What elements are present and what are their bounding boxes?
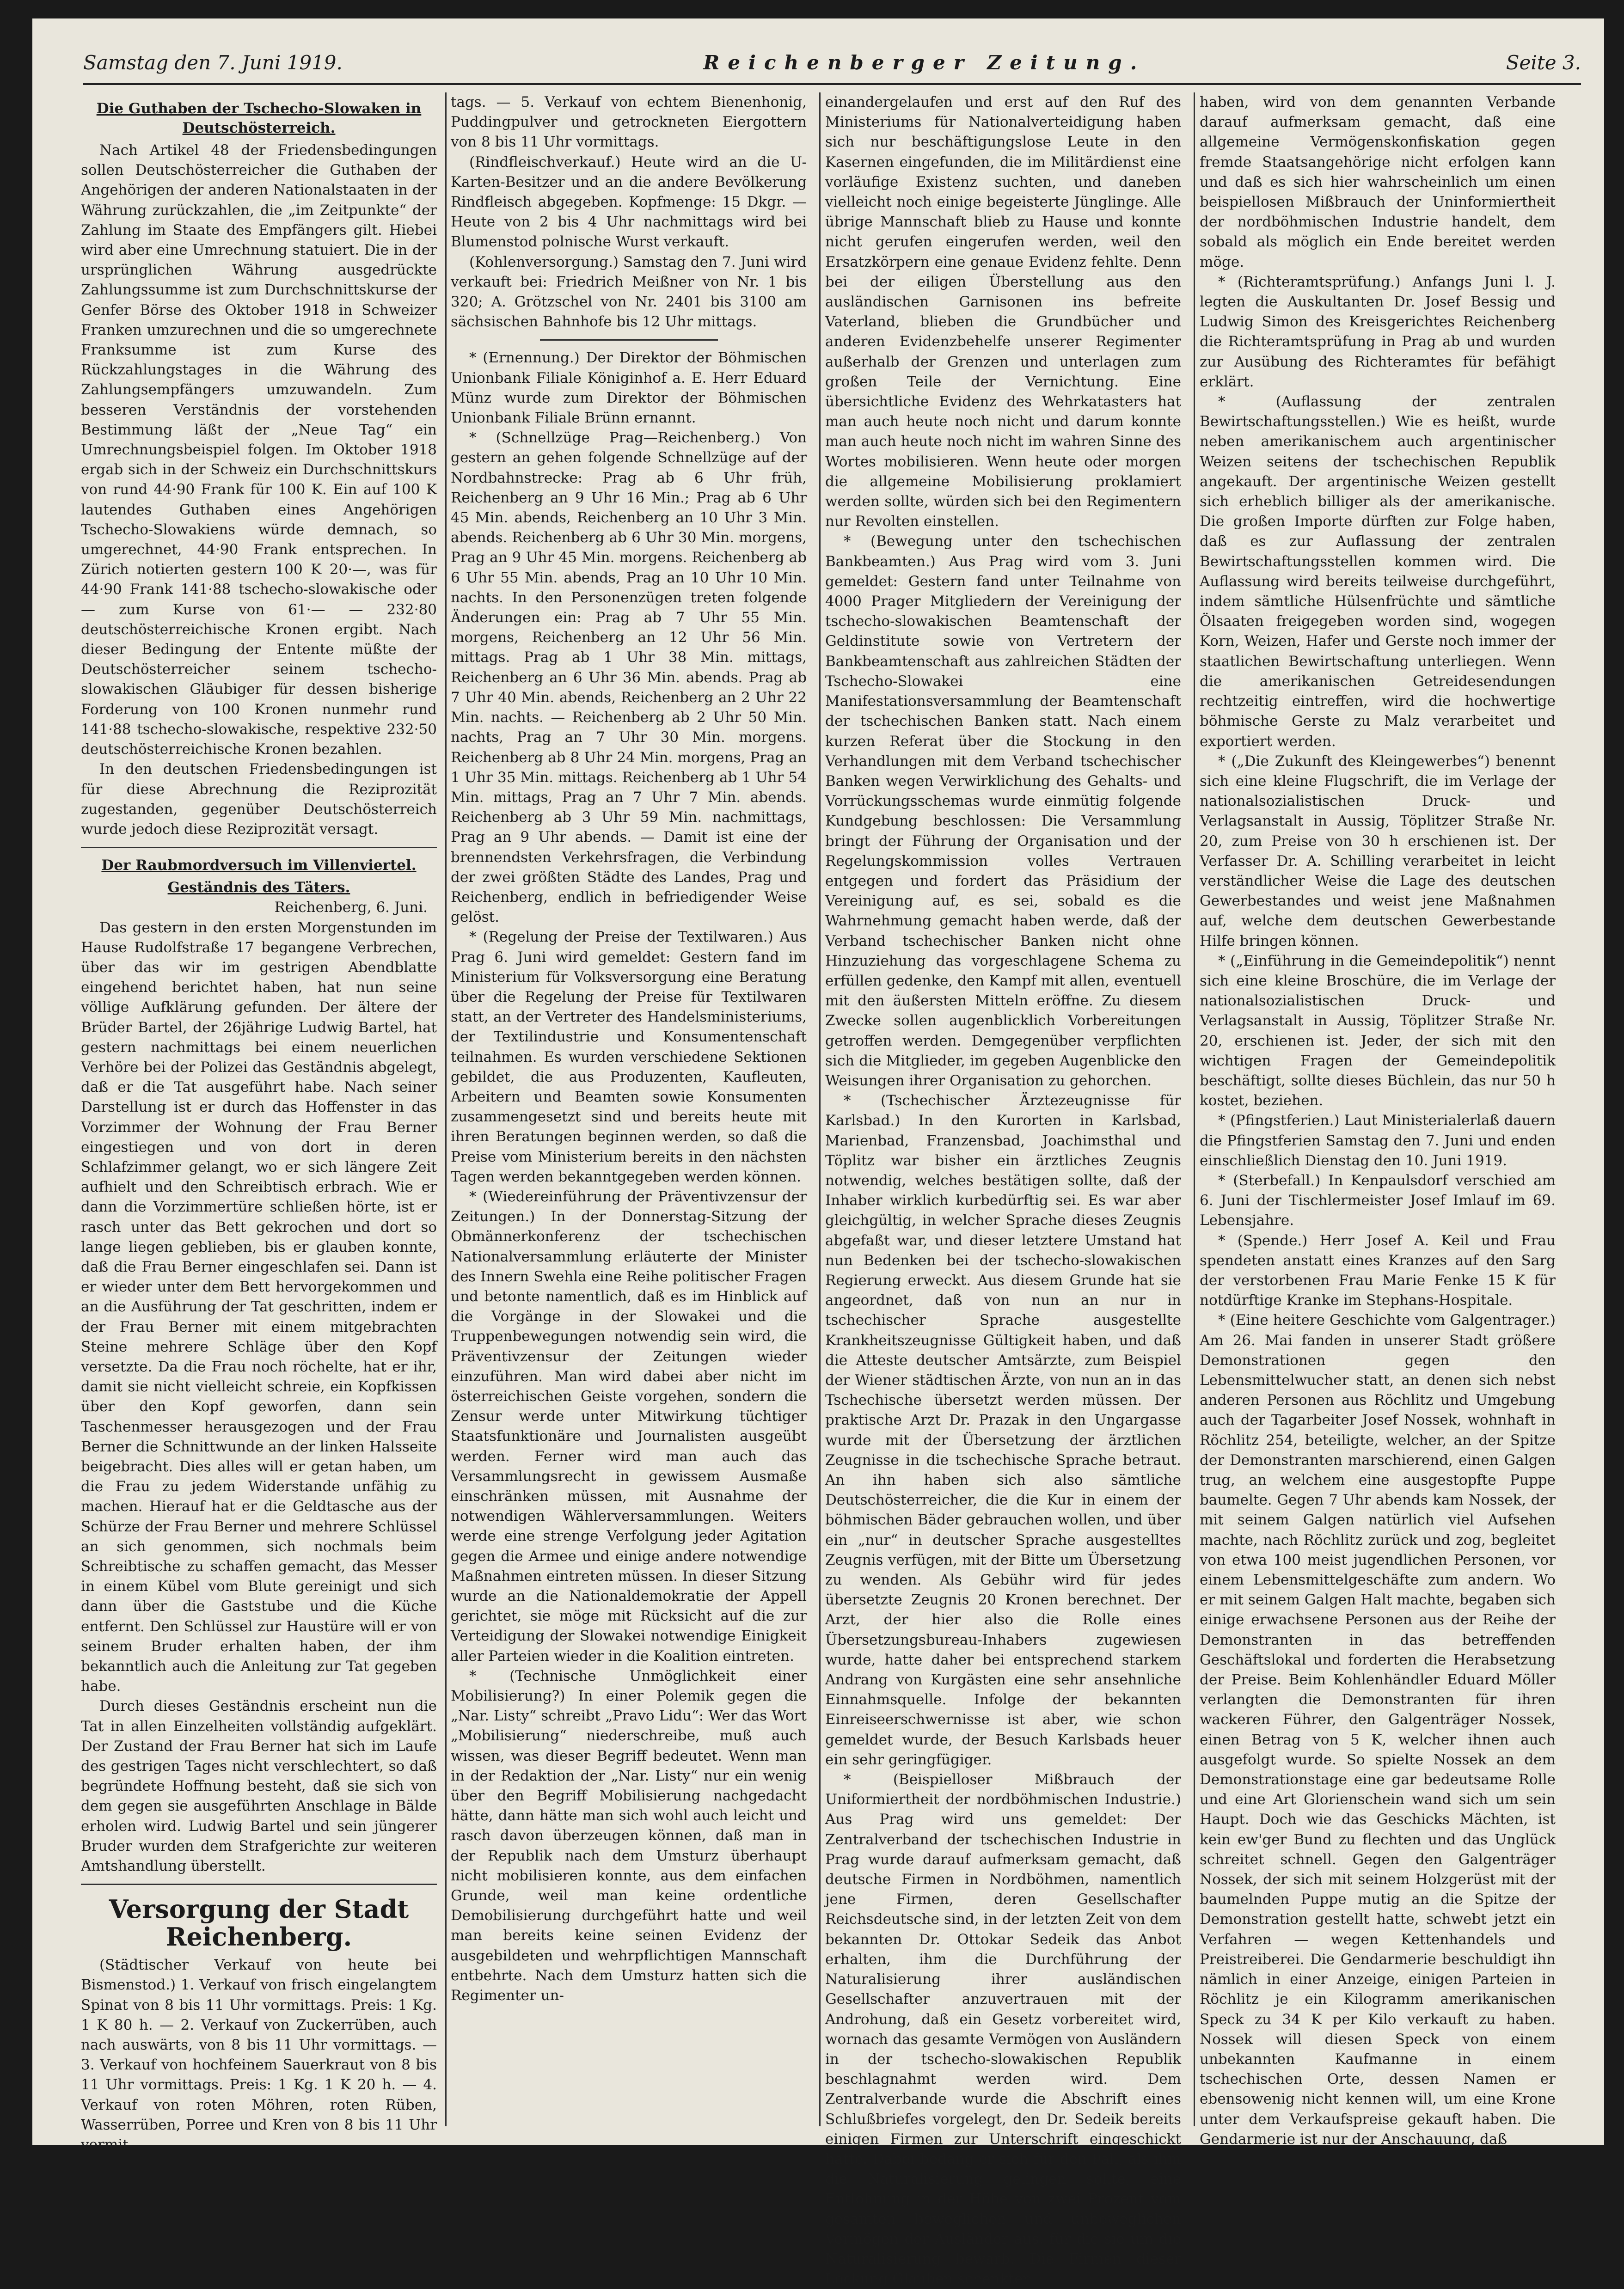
- article-paragraph: * („Die Zukunft des Kleingewerbes“) benennt sich eine kleine Flugschrift, die im Verlage der nationalsozialistischen Druck- und Verlagsanstalt in Aussig, Töplitzer Straße Nr. 20, zum Preise von 30 h erschienen ist. Der Verfasser Dr. A. Schilling verarbeitet in leicht verständlicher Weise die Lage des deutschen Gewerbestandes und weist jene Maßnahmen auf, welche dem deutschen Gewerbestande Hilfe bringen können.: [1200, 753, 1556, 949]
- column-rule: [819, 92, 821, 2126]
- article-paragraph: * (Pfingstferien.) Laut Ministerialerlaß dauern die Pfingstferien Samstag den 7. Juni und enden einschließlich Dienstag den 10. Juni 1919.: [1200, 1112, 1556, 1169]
- newspaper-title: Reichenberger Zeitung.: [703, 51, 1146, 74]
- article-heading: Die Guthaben der Tschecho-Slowaken in Deutschösterreich.: [96, 100, 422, 136]
- article-paragraph: * (Auflassung der zentralen Bewirtschaftungsstellen.) Wie es heißt, wurde neben amerikanischem auch argentinischer Weizen seitens der tschechischen Republik angekauft. Der argentinische Weizen gestellt sich erheblich billiger als der amerikanische. Die großen Importe dürften zur Folge haben, daß es zur Auflassung der zentralen Bewirtschaftungsstellen kommen wird. Die Auflassung wird bereits teilweise durchgeführt, indem sämtliche Hülsenfrüchte und sämtliche Ölsaaten freigegeben worden sind, wogegen Korn, Weizen, Hafer und Gerste noch immer der staatlichen Bewirtschaftung unterliegen. Wenn die amerikanischen Getreidesendungen rechtzeitig eintreffen, wird die hochwertige böhmische Gerste zu Malz verarbeitet und exportiert werden.: [1200, 393, 1556, 750]
- column-3: [825, 92, 1181, 2288]
- article-paragraph: Durch dieses Geständnis erscheint nun die Tat in allen Einzelheiten vollständig aufgeklärt. Der Zustand der Frau Berner hat sich im Laufe des gestrigen Tages nicht verschlechtert, so daß begründete Hoffnung besteht, daß sie sich von dem gegen sie ausgeführten Anschlage in Bälde erholen wird. Ludwig Bartel und sein jüngerer Bruder wurden dem Strafgerichte zur weiteren Amtshandlung überstellt.: [81, 1698, 437, 1875]
- article-paragraph: * (Beispielloser Mißbrauch der Uniformiertheit der nordböhmischen Industrie.) Aus Prag wird uns gemeldet: Der Zentralverband der tschechischen Industrie in Prag wurde darauf aufmerksam gemacht, daß deutsche Firmen in Nordböhmen, namentlich jene Firmen, deren Gesellschafter Reichsdeutsche sind, in der letzten Zeit von dem bekannten Dr. Ottokar Sedeik das Anbot erhalten, ihm die Durchführung der Naturalisierung ihrer ausländischen Gesellschafter anzuvertrauen mit der Androhung, daß ein Gesetz vorbereitet wird, wornach das gesamte Vermögen von Ausländern in der tschecho-slowakischen Republik beschlagnahmt werden wird. Dem Zentralverbande wurde die Abschrift eines Schlußbriefes vorgelegt, den Dr. Sedeik bereits einigen Firmen zur Unterschrift eingeschickt hatte. Dabei bedang er sich für den Fall, als ihm die Naturalisierung gelingen sollte, eine Entlohnung in der Höhe von zwei Prozent vom gesamten beweglichen und unbeweglichen Vermögen der Ausländer aus, für die sie um die Naturalisierung bewarb. Die Firmen dieser Lockung Glauben schenkten: [825, 1771, 1181, 2288]
- article-paragraph: * (Richteramtsprüfung.) Anfangs Juni l. J. legten die Auskultanten Dr. Josef Bessig und Ludwig Simon des Kreisgerichtes Reichenberg die Richteramtsprüfung in Prag ab und wurden zur Ausübung des Richteramtes für befähigt erklärt.: [1200, 273, 1556, 390]
- article-subheading: Geständnis des Täters.: [167, 879, 350, 896]
- article-paragraph: * (Schnellzüge Prag—Reichenberg.) Von gestern an gehen folgende Schnellzüge auf der Nordbahnstrecke: Prag ab 6 Uhr früh, Reichenberg an 9 Uhr 16 Min.; Prag ab 6 Uhr 45 Min. abends, Reichenberg an 10 Uhr 3 Min. abends. Reichenberg ab 6 Uhr 30 Min. morgens, Prag an 9 Uhr 45 Min. morgens. Reichenberg ab 6 Uhr 55 Min. abends, Prag an 10 Uhr 10 Min. nachts. In den Personenzügen treten folgende Änderungen ein: Prag ab 7 Uhr 55 Min. morgens, Reichenberg an 12 Uhr 56 Min. mittags. Prag ab 1 Uhr 38 Min. mittags, Reichenberg an 6 Uhr 36 Min. abends. Prag ab 7 Uhr 40 Min. abends, Reichenberg an 2 Uhr 22 Min. nachts. — Reichenberg ab 2 Uhr 50 Min. nachts, Prag an 7 Uhr 30 Min. morgens. Reichenberg ab 8 Uhr 24 Min. morgens, Prag an 1 Uhr 35 Min. mittags. Reichenberg ab 1 Uhr 54 Min. mittags, Prag an 7 Uhr 7 Min. abends. Reichenberg ab 3 Uhr 59 Min. nachmittags, Prag an 9 Uhr abends. — Damit ist eine der brennendsten Verkehrsfragen, die Verbindung der zwei größten Städte des Landes, Prag und Reichenberg, endlich in befriedigender Weise gelöst.: [451, 429, 807, 926]
- article-paragraph: * (Technische Unmöglichkeit einer Mobilisierung?) In einer Polemik gegen die „Nar. Listy“ schreibt „Pravo Lidu“: Wer das Wort „Mobilisierung“ niederschreibe, muß auch wissen, was dieser Begriff bedeutet. Wenn man in der Redaktion der „Nar. Listy“ nur ein wenig über den Begriff Mobilisierung nachgedacht hätte, dann hätte man sich wohl auch leicht und rasch davon überzeugen können, daß man in der Republik nach dem Umsturz überhaupt nicht mobilisieren konnte, aus dem einfachen Grunde, weil man keine ordentliche Demobilisierung durchgeführt hatte und weil man bereits keine seinen Evidenz der ausgebildeten und wehrpflichtigen Mannschaft entbehrte. Nach dem Umsturz hatten sich die Regimenter un-: [451, 1667, 807, 2004]
- article-paragraph: * (Sterbefall.) In Kenpaulsdorf verschied am 6. Juni der Tischlermeister Josef Imlauf im 69. Lebensjahre.: [1200, 1172, 1556, 1229]
- article-paragraph: * (Bewegung unter den tschechischen Bankbeamten.) Aus Prag wird vom 3. Juni gemeldet: Gestern fand unter Teilnahme von 4000 Prager Mitgliedern der Vereinigung der tschecho-slowakischen Beamtenschaft der Geldinstitute sowie von Vertretern der Bankbeamtenschaft aus zahlreichen Städten der Tschecho-Slowakei eine Manifestationsversammlung der Beamtenschaft der tschechischen Banken statt. Nach einem kurzen Referat über die Stockung in den Verhandlungen mit dem Verband tschechischer Banken wegen Verwirklichung des Gehalts- und Vorrückungsschemas wurde einmütig folgende Kundgebung beschlossen: Die Versammlung bringt der Führung der Organisation und der Regelungskommission volles Vertrauen entgegen und fordert das Präsidium der Vereinigung auf, es sei, sobald es die Wahrnehmung gemacht haben werde, daß der Verband tschechischer Banken nicht ohne Hinzuziehung das vorgeschlagene Schema zu erfüllen gedenke, den Kampf mit allen, eventuell mit den äußersten Mitteln eröffne. Zu diesem Zwecke sollen augenblicklich Vorbereitungen getroffen werden. Demgegenüber verpflichten sich die Mitglieder, im gegeben Augenblicke den Weisungen ihrer Organisation zu gehorchen.: [825, 533, 1181, 1089]
- section-divider: [540, 339, 718, 341]
- article-paragraph: (Städtischer Verkauf von heute bei Bismenstod.) 1. Verkauf von frisch eingelangtem Spinat von 8 bis 11 Uhr vormittags. Preis: 1 Kg. 1 K 80 h. — 2. Verkauf von Zuckerrüben, auch nach auswärts, von 8 bis 11 Uhr vormittags. — 3. Verkauf von hochfeinem Sauerkraut von 8 bis 11 Uhr vormittags. Preis: 1 Kg. 1 K 20 h. — 4. Verkauf von roten Möhren, roten Rüben, Wasserrüben, Porree und Kren von 8 bis 11 Uhr vormit-: [81, 1957, 437, 2154]
- article-heading: Der Raubmordversuch im Villenviertel.: [101, 857, 417, 874]
- article-paragraph: Nach Artikel 48 der Friedensbedingungen sollen Deutschösterreicher die Guthaben der Angehörigen der anderen Nationalstaaten in der Währung zurückzahlen, die „im Zeitpunkte“ der Zahlung im Staate des Empfängers gilt. Hiebei wird aber eine Umrechnung statuiert. Die in der ursprünglichen Währung ausgedrückte Zahlungssumme ist zum Durchschnittskurse der Genfer Börse des Oktober 1918 in Schweizer Franken umzurechnen und die so umgerechnete Franksumme ist zum Kurse des Rückzahlungstages in die Währung des Zahlungsempfängers umzuwandeln. Zum besseren Verständnis der vorstehenden Bestimmung läßt der „Neue Tag“ ein Umrechnungsbeispiel folgen. Im Oktober 1918 ergab sich in der Schweiz ein Durchschnittskurs von rund 44·90 Frank für 100 K. Ein auf 100 K lautendes Guthaben eines Angehörigen Tschecho-Slowakiens würde demnach, so umgerechnet, 44·90 Frank entsprechen. In Zürich notierten gestern 100 K 20·—, was für 44·90 Frank 141·88 tschecho-slowakische oder — zum Kurse von 61·— — 232·80 deutschösterreichische Kronen ergibt. Nach dieser Bedingung der Entente müßte der Deutschösterreicher seinem tschecho-slowakischen Gläubiger für dessen bisherige Forderung von 100 Kronen nunmehr rund 141·88 tschecho-slowakische, respektive 232·50 deutschösterreichische Kronen bezahlen.: [81, 142, 437, 758]
- section-divider: [81, 1884, 437, 1885]
- article-paragraph: * (Regelung der Preise der Textilwaren.) Aus Prag 6. Juni wird gemeldet: Gestern fand im Ministerium für Volksversorgung eine Beratung über die Regelung der Preise für Textilwaren statt, an der Vertreter des Handelsministeriums, der Textilindustrie und Konsumentenschaft teilnahmen. Es wurden verschiedene Sektionen gebildet, die aus Produzenten, Kaufleuten, Arbeitern und Beamten sowie Konsumenten zusammengesetzt sind und bereits heute mit ihren Beratungen beginnen werden, so daß die Preise vom Ministerium bereits in den nächsten Tagen werden bekanntgegeben werden können.: [451, 929, 807, 1185]
- section-divider: [81, 847, 437, 848]
- article-paragraph: haben, wird von dem genannten Verbande darauf aufmerksam gemacht, daß eine allgemeine Vermögenskonfiskation gegen fremde Staatsangehörige nicht erfolgen kann und daß es sich hier wahrscheinlich um einen beispiellosen Mißbrauch der Uninformiertheit der nordböhmischen Industrie handelt, dem sobald als möglich ein Ende bereitet werden möge.: [1200, 94, 1556, 270]
- article-paragraph: * (Eine heitere Geschichte vom Galgentrager.) Am 26. Mai fanden in unserer Stadt größere Demonstrationen gegen den Lebensmittelwucher statt, an denen sich nebst anderen Personen aus Röchlitz und Umgebung auch der Tagarbeiter Josef Nossek, wohnhaft in Röchlitz 254, beteiligte, welcher, an der Spitze der Demonstranten marschierend, einen Galgen trug, an welchem eine ausgestopfte Puppe baumelte. Gegen 7 Uhr abends kam Nossek, der mit seinem Galgen natürlich viel Aufsehen machte, nach Röchlitz zurück und zog, begleitet von etwa 100 meist jugendlichen Personen, vor einem Lebensmittelgeschäfte zum andern. Wo er mit seinem Galgen Halt machte, begaben sich einige erwachsene Personen aus der Reihe der Demonstranten in das betreffenden Geschäftslokal und forderten die Herabsetzung der Preise. Beim Kohlenhändler Eduard Möller verlangten die Demonstranten für ihren wackeren Führer, den Galgenträger Nossek, einen Betrag von 5 K, welcher ihnen auch ausgefolgt wurde. So spielte Nossek an dem Demonstrationstage eine gar bedeutsame Rolle und eine Art Glorienschein wand sich um sein Haupt. Doch wie das Geschicks Mächten, ist kein ew'ger Bund zu flechten und das Unglück schreitet schnell. Gegen den Galgenträger Nossek, der sich mit seinem Holzgerüst mit der baumelnden Puppe mutig an die Spitze der Demonstration gestellt hatte, schwebt jetzt ein Verfahren — wegen Kettenhandels und Preistreiberei. Die Gendarmerie beschuldigt ihn nämlich in einer Anzeige, einigen Parteien in Röchlitz je ein Kilogramm amerikanischen Speck zu 34 K per Kilo verkauft zu haben. Nossek will diesen Speck von einem unbekannten Kaufmanne in einem tschechischen Orte, dessen Namen er ebensowenig nicht kennen will, um eine Krone unter dem Verkaufspreise gekauft haben. Die Gendarmerie ist nur der Anschauung, daß: [1200, 1312, 1556, 2148]
- column-2: [451, 92, 807, 2136]
- article-paragraph: * (Ernennung.) Der Direktor der Böhmischen Unionbank Filiale Königinhof a. E. Herr Eduard Münz wurde zum Direktor der Böhmischen Unionbank Filiale Brünn ernannt.: [451, 349, 807, 427]
- article-paragraph: (Kohlenversorgung.) Samstag den 7. Juni wird verkauft bei: Friedrich Meißner von Nr. 1 bis 320; A. Grötzschel von Nr. 2401 bis 3100 am sächsischen Bahnhofe bis 12 Uhr mittags.: [451, 253, 807, 330]
- article-paragraph: (Rindfleischverkauf.) Heute wird an die U-Karten-Besitzer und an die andere Bevölkerung Rindfleisch abgegeben. Kopfmenge: 15 Dkgr. — Heute von 2 bis 4 Uhr nachmittags wird bei Blumenstod polnische Wurst verkauft.: [451, 153, 807, 251]
- article-paragraph: * (Tschechischer Ärztezeugnisse für Karlsbad.) In den Kurorten in Karlsbad, Marienbad, Franzensbad, Joachimsthal und Töplitz war bisher ein ärztliches Zeugnis notwendig, welches bestätigen sollte, daß der Inhaber wirklich kurbedürftig sei. Es war aber gleichgültig, in welcher Sprache dieses Zeugnis abgefaßt war, und dieser letztere Umstand hat nun Bedenken bei der tschecho-slowakischen Regierung erweckt. Aus diesem Grunde hat sie angeordnet, daß von nun an nur in tschechischer Sprache ausgestellte Krankheitszeugnisse Gültigkeit haben, und daß die Atteste deutscher Amtsärzte, zum Beispiel der Wiener städtischen Ärzte, von nun an in das Tschechische übersetzt werden müssen. Der praktische Arzt Dr. Prazak in den Ungargasse wurde mit der Übersetzung der ärztlichen Zeugnisse in die tschechische Sprache betraut. An ihn haben sich also sämtliche Deutschösterreicher, die die Kur in einem der böhmischen Bäder gebrauchen wollen, und über ein „nur“ in deutscher Sprache ausgestelltes Zeugnis verfügen, mit der Bitte um Übersetzung zu wenden. Als Gebühr wird für jedes übersetzte Zeugnis 20 Kronen berechnet. Der Arzt, der hier also die Rolle eines Übersetzungsbureau-Inhabers zugewiesen wurde, hatte daher bei entsprechend starkem Andrang von Kurgästen eine sehr ansehnliche Einnahmsquelle. Infolge der bekannten Einreiseerschwernisse ist aber, wie schon gemeldet wurde, der Besuch Karlsbads heuer ein sehr geringfügiger.: [825, 1092, 1181, 1768]
- dateline: Reichenberg, 6. Juni.: [274, 899, 428, 916]
- section-heading: Versorgung der Stadt Reichenberg.: [109, 1894, 409, 1952]
- article-paragraph: * (Spende.) Herr Josef A. Keil und Frau spendeten anstatt eines Kranzes auf den Sarg der verstorbenen Frau Marie Fenke 15 K für notdürftige Kranke im Stephans-Hospitale.: [1200, 1232, 1556, 1309]
- masthead: [83, 42, 1581, 85]
- newspaper-page: [32, 18, 1604, 2288]
- article-paragraph: Das gestern in den ersten Morgenstunden im Hause Rudolfstraße 17 begangene Verbrechen, über das wir im gestrigen Abendblatte eingehend berichtet haben, hat nun seine völlige Aufklärung gefunden. Der ältere der Brüder Bartel, der 26jährige Ludwig Bartel, hat gestern nachmittags bei einem neuerlichen Verhöre bei der Polizei das Geständnis abgelegt, daß er die Tat ausgeführt habe. Nach seiner Darstellung ist er durch das Hoffenster in das Vorzimmer der Wohnung der Frau Berner eingestiegen und von dort in deren Schlafzimmer gelangt, wo er sich längere Zeit aufhielt und den Schreibtisch erbrach. Wie er dann die Vorzimmertüre schließen hörte, ist er rasch unter das Bett gekrochen und dort so lange liegen geblieben, bis er glauben konnte, daß die Frau Berner eingeschlafen sei. Dann ist er wieder unter dem Bett hervorgekommen und an die Ausführung der Tat geschritten, indem er der Frau Berner mit einem mitgebrachten Steine mehrere Schläge über den Kopf versetzte. Da die Frau noch röchelte, hat er ihr, damit sie nicht vielleicht schreie, ein Kopfkissen über den Kopf geworfen, dann sein Taschenmesser herausgezogen und der Frau Berner die Schnittwunde an der linken Halsseite beigebracht. Dies alles will er getan haben, um die Frau zu jedem Widerstande unfähig zu machen. Hierauf hat er die Geldtasche aus der Schürze der Frau Berner und mehrere Schlüssel an sich genommen, sich nochmals beim Schreibtische zu schaffen gemacht, das Messer in einem Kübel vom Blute gereinigt und sich dann über die Gaststube und die Küche entfernt. Den Schlüssel zur Haustüre will er von seinem Bruder erhalten haben, der ihm bekanntlich auch die Anleitung zur Tat gegeben habe.: [81, 919, 437, 1695]
- page-number: Seite 3.: [1506, 51, 1581, 74]
- article-paragraph: * („Einführung in die Gemeindepolitik“) nennt sich eine kleine Broschüre, die im Verlage der nationalsozialistischen Druck- und Verlagsanstalt in Aussig, Töplitzer Straße Nr. 20, erschienen ist. Jeder, der sich mit den wichtigen Fragen der Gemeindepolitik beschäftigt, sollte dieses Büchlein, das nur 50 h kostet, beziehen.: [1200, 952, 1556, 1109]
- column-rule: [1194, 92, 1195, 2126]
- article-paragraph: tags. — 5. Verkauf von echtem Bienenhonig, Puddingpulver und getrockneten Eiergottern von 8 bis 11 Uhr vormittags.: [451, 94, 807, 151]
- column-1: [81, 92, 437, 2154]
- column-rule: [445, 92, 447, 2126]
- article-paragraph: In den deutschen Friedensbedingungen ist für diese Abrechnung die Reziprozität zugestanden, gegenüber Deutschösterreich wurde jedoch diese Reziprozität versagt.: [81, 761, 437, 838]
- article-paragraph: einandergelaufen und erst auf den Ruf des Ministeriums für Nationalverteidigung haben sich nur beschäftigungslose Leute in den Kasernen eingefunden, die im Militärdienst eine vorläufige Existenz suchten, und daneben vielleicht noch einige begeisterte Jünglinge. Alle übrige Mannschaft blieb zu Hause und konnte nicht gerufen eingerufen werden, weil den Ersatzkörpern eine genaue Evidenz fehlte. Denn bei der eiligen Überstellung aus den ausländischen Garnisonen ins befreite Vaterland, blieben die Grundbücher und anderen Evidenzbehelfe unserer Regimenter außerhalb der Grenzen und unterlagen zum großen Teile der Vernichtung. Eine übersichtliche Evidenz des Wehrkatasters hat man auch heute noch nicht und darum konnte man auch heute noch nicht im wahren Sinne des Wortes mobilisieren. Wenn heute oder morgen die allgemeine Mobilisierung proklamiert werden sollte, würden sich bei den Regimentern nur Revolten einstellen.: [825, 94, 1181, 530]
- issue-date: Samstag den 7. Juni 1919.: [83, 51, 343, 74]
- column-4: [1200, 92, 1556, 2148]
- article-paragraph: * (Wiedereinführung der Präventivzensur der Zeitungen.) In der Donnerstag-Sitzung der Obmännerkonferenz der tschechischen Nationalversammlung erläuterte der Minister des Innern Swehla eine Reihe politischer Fragen und betonte namentlich, daß es im Hinblick auf die Vorgänge in der Slowakei und die Truppenbewegungen notwendig sein wird, die Präventivzensur der Zeitungen wieder einzuführen. Man wird dabei aber nicht im österreichischen Geiste vorgehen, sondern die Zensur werde unter Mitwirkung tüchtiger Staatsfunktionäre und Journalisten ausgeübt werden. Ferner wird man auch das Versammlungsrecht in gewissem Ausmaße einschränken müssen, mit Ausnahme der notwendigen Wählerversammlungen. Weiters werde eine strenge Verfolgung jeder Agitation gegen die Armee und einige andere notwendige Maßnahmen eintreten müssen. In dieser Sitzung wurde an die Nationaldemokratie der Appell gerichtet, sie möge mit Rücksicht auf die zur Verteidigung der Slowakei notwendige Einigkeit aller Parteien wieder in die Koalition eintreten.: [451, 1188, 807, 1665]
